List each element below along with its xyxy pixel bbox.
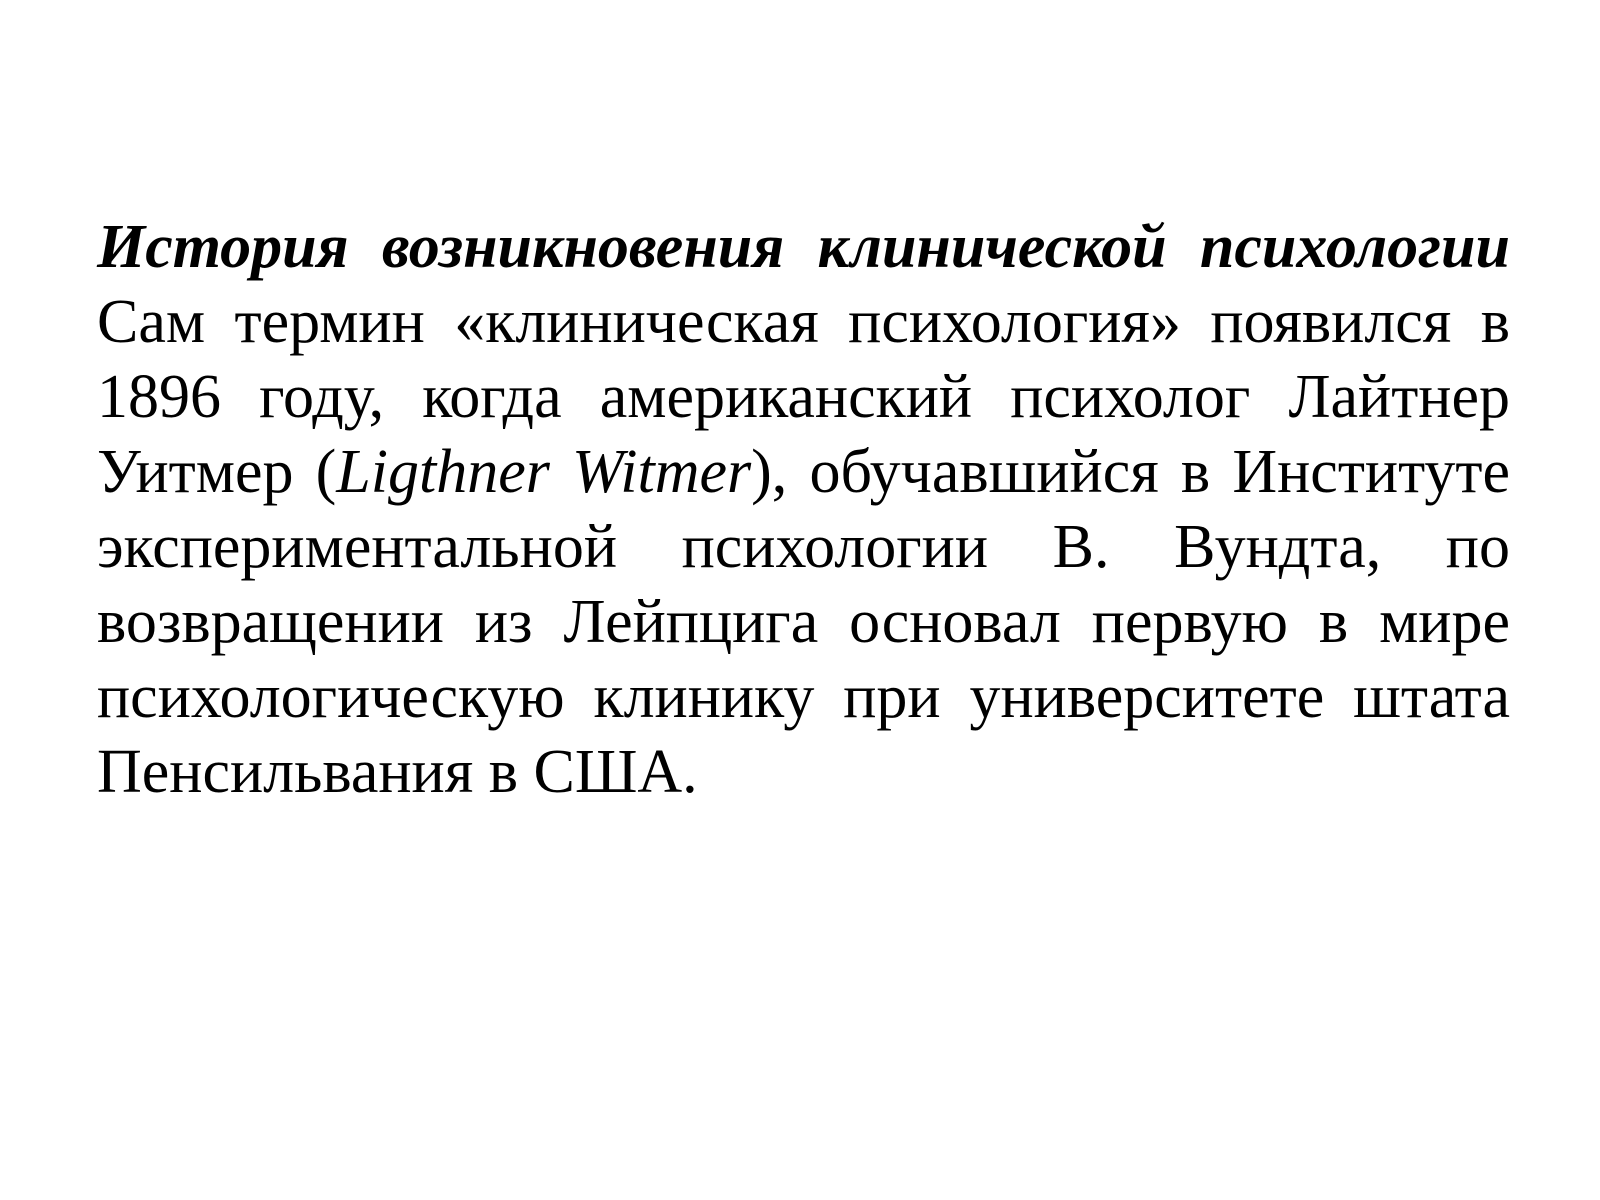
body-paragraph	[97, 285, 1510, 810]
paragraph-part-2: ), обучавшийся в Институте экспериментальной психологии В. Вундта, по возвращении из Лейпцига основал первую в мире психологическую клинику при университете штата Пенсильвания в США.	[97, 438, 1510, 806]
paragraph-part-1: Сам термин «клиническая психология» появился в 1896 году, когда американский психолог Лайтнер Уитмер (	[97, 288, 1510, 506]
text-block	[97, 210, 1510, 810]
heading: История возникновения клинической психологии	[97, 213, 1510, 281]
latin-name: Ligthner Witmer	[336, 438, 752, 506]
